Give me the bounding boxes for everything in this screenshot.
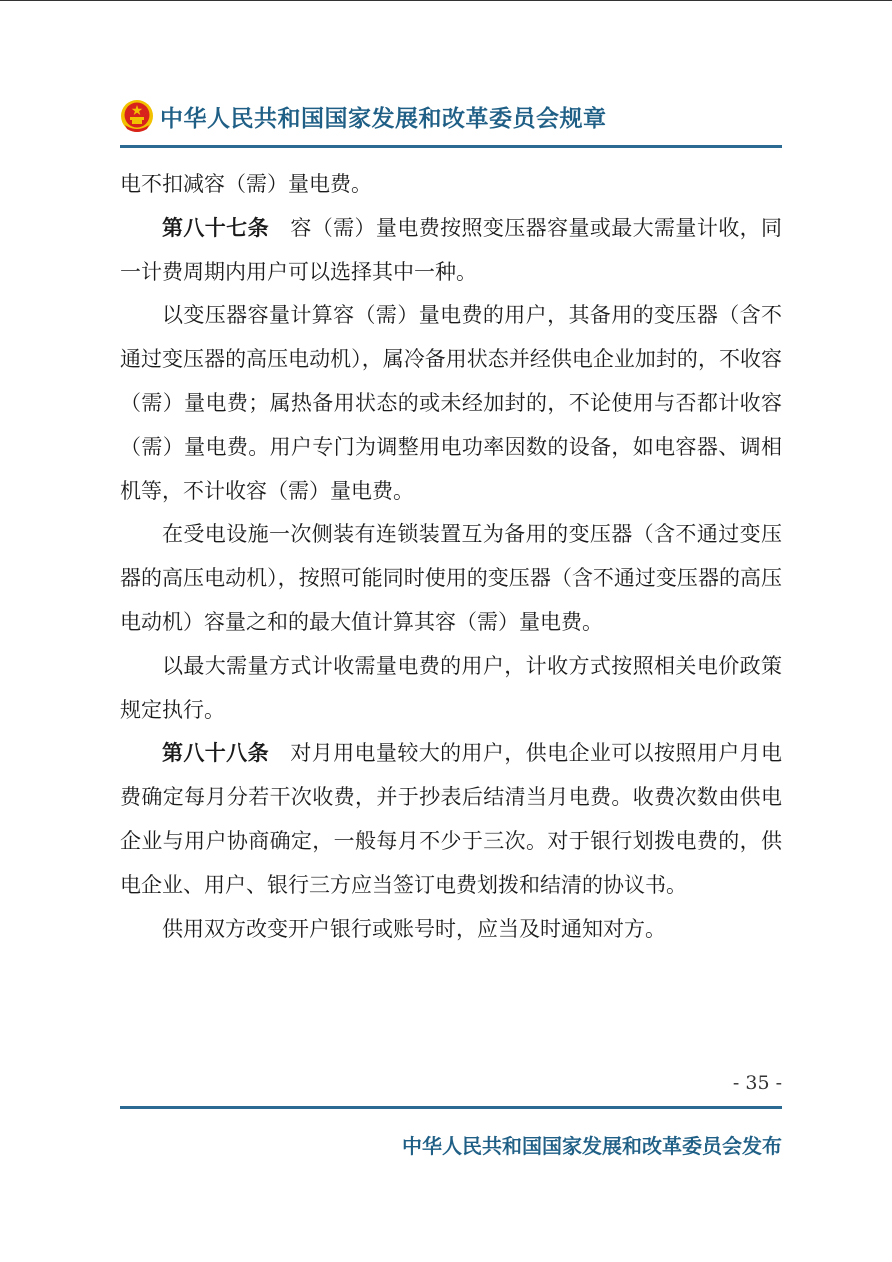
article-88-text: 对月用电量较大的用户，供电企业可以按照用户月电费确定每月分若干次收费，并于抄表后结清当月电费。收费次数由供电企业与用户协商确定，一般每月不少于三次。对于银行划拨电费的，供电企业、用户、银行三方应当签订电费划拨和结清的协议书。 (120, 741, 783, 897)
paragraph-3: 以变压器容量计算容（需）量电费的用户，其备用的变压器（含不通过变压器的高压电动机），属冷备用状态并经供电企业加封的，不收容（需）量电费；属热备用状态的或未经加封的，不论使用与否都计收容（需）量电费。用户专门为调整用电功率因数的设备，如电容器、调相机等，不计收容（需）量电费。 (120, 303, 782, 503)
top-border (0, 0, 892, 1)
national-emblem-icon (120, 99, 154, 133)
article-87 (120, 207, 782, 295)
paragraph-7: 供用双方改变开户银行或账号时，应当及时通知对方。 (162, 916, 666, 941)
document-body (120, 163, 782, 951)
header-divider (120, 145, 782, 148)
footer-publisher: 中华人民共和国国家发展和改革委员会发布 (402, 1134, 782, 1158)
footer-divider (120, 1106, 782, 1109)
paragraph-4: 在受电设施一次侧装有连锁装置互为备用的变压器（含不通过变压器的高压电动机），按照可能同时使用的变压器（含不通过变压器的高压电动机）容量之和的最大值计算其容（需）量电费。 (120, 522, 782, 634)
article-87-text: 容（需）量电费按照变压器容量或最大需量计收，同一计费周期内用户可以选择其中一种。 (120, 215, 783, 284)
header-title: 中华人民共和国国家发展和改革委员会规章 (160, 105, 607, 132)
page-number: - 35 - (732, 1072, 782, 1094)
paragraph-5: 以最大需量方式计收需量电费的用户，计收方式按照相关电价政策规定执行。 (120, 653, 782, 722)
paragraph-1: 电不扣减容（需）量电费。 (120, 172, 372, 196)
page-header (120, 96, 782, 136)
article-88 (120, 732, 782, 907)
article-87-number: 第八十七条 (162, 215, 269, 240)
article-88-number: 第八十八条 (162, 741, 269, 766)
